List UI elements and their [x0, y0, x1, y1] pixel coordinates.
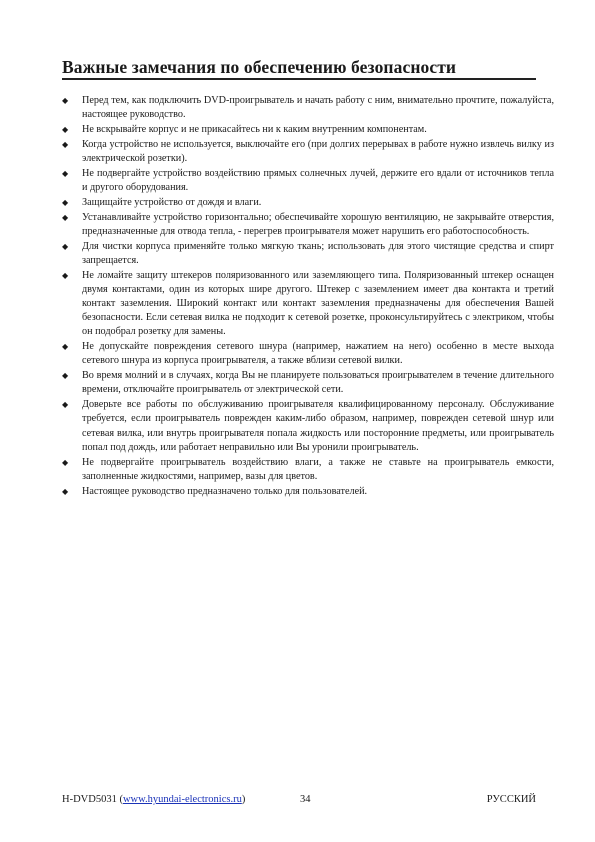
website-link[interactable]: www.hyundai-electronics.ru — [122, 794, 242, 805]
list-item-text: Доверьте все работы по обслуживанию проигрывателя квалифицированному персоналу. Обслуживание требуется, если проигрыватель поврежден каким-либо образом, например, поврежден сетевой шнур или сетевая вилка, или внутрь проигрывателя попала жидкость или посторонние предметы, или проигрыватель попал под дождь, или работает неправильно или Вы уронили проигрыватель. — [82, 399, 554, 453]
list-item — [62, 240, 554, 268]
bullet-icon: ◆ — [62, 96, 69, 105]
list-item-text: Настоящее руководство предназначено только для пользователей. — [82, 485, 368, 497]
list-item — [62, 196, 554, 210]
list-item — [62, 167, 554, 195]
bullet-icon: ◆ — [62, 457, 69, 467]
page-footer — [62, 792, 536, 808]
footer-language: РУССКИЙ — [486, 794, 536, 805]
list-item — [62, 94, 554, 122]
list-item-text: Во время молний и в случаях, когда Вы не планируете пользоваться проигрывателем в течение длительного времени, отключайте проигрыватель от электрической сети. — [82, 370, 554, 396]
list-item-text: Устанавливайте устройство горизонтально; обеспечивайте хорошую вентиляцию, не закрывайте отверстия, предназначенные для отвода тепла, - перегрев проигрывателя может нарушить его работоспособность. — [82, 211, 554, 237]
list-item-text: Не подвергайте устройство воздействию прямых солнечных лучей, держите его вдали от источников тепла и другого оборудования. — [82, 167, 554, 193]
list-item-text: Для чистки корпуса применяйте только мягкую ткань; использовать для этого чистящие средства и спирт запрещается. — [82, 240, 554, 266]
bullet-icon: ◆ — [62, 342, 69, 352]
bullet-icon: ◆ — [62, 400, 69, 410]
bullet-icon: ◆ — [62, 371, 69, 381]
list-item-text: Не вскрывайте корпус и не прикасайтесь ни к каким внутренним компонентам. — [82, 124, 427, 135]
list-item-text: Когда устройство не используется, выключайте его (при долгих перерывах в работе нужно извлечь вилку из электрической розетки). — [82, 138, 554, 164]
safety-notes-list — [62, 94, 554, 499]
bullet-icon: ◆ — [62, 197, 69, 207]
list-item — [62, 340, 554, 368]
list-item-text: Не допускайте повреждения сетевого шнура (например, нажатием на него) особенно в месте выхода сетевого шнура из корпуса проигрывателя, а также вблизи сетевой вилки. — [82, 341, 554, 367]
list-item — [62, 456, 554, 484]
footer-model — [62, 792, 245, 808]
bullet-icon: ◆ — [62, 486, 69, 496]
list-item — [62, 138, 554, 166]
title-underline — [62, 78, 536, 80]
footer-model-label: H-DVD5031 ( — [62, 794, 123, 805]
list-item-text: Перед тем, как подключить DVD-проигрыватель и начать работу с ним, внимательно прочтите, пожалуйста, настоящее руководство. — [82, 95, 554, 121]
bullet-icon: ◆ — [62, 212, 69, 222]
bullet-icon: ◆ — [62, 168, 69, 178]
footer-model-close: ) — [241, 794, 246, 805]
page-title: Важные замечания по обеспечению безопасности — [62, 57, 457, 77]
list-item — [62, 211, 554, 239]
list-item-text: Не ломайте защиту штекеров поляризованного или заземляющего типа. Поляризованный штекер оснащен двумя контактами, один из которых шире другого. Штекер с заземлением имеет два контакта и третий контакт заземления. Широкий контакт или контакт заземления предназначены для обеспечения Вашей безопасности. Если сетевая вилка не подходит к сетевой розетке, проконсультируйтесь с электриком, чтобы он подобрал розетку для замены. — [82, 269, 554, 338]
list-item — [62, 369, 554, 397]
list-item — [62, 123, 554, 137]
bullet-icon: ◆ — [62, 125, 69, 134]
page-number: 34 — [300, 794, 311, 805]
list-item-text: Защищайте устройство от дождя и влаги. — [82, 196, 262, 208]
list-item-text: Не подвергайте проигрыватель воздействию влаги, а также не ставьте на проигрыватель емкости, заполненные жидкостями, например, вазы для цветов. — [82, 456, 554, 482]
bullet-icon: ◆ — [62, 241, 69, 251]
list-item — [62, 485, 554, 499]
list-item — [62, 269, 554, 340]
bullet-icon: ◆ — [62, 270, 69, 280]
list-item — [62, 398, 554, 455]
bullet-icon: ◆ — [62, 139, 69, 149]
